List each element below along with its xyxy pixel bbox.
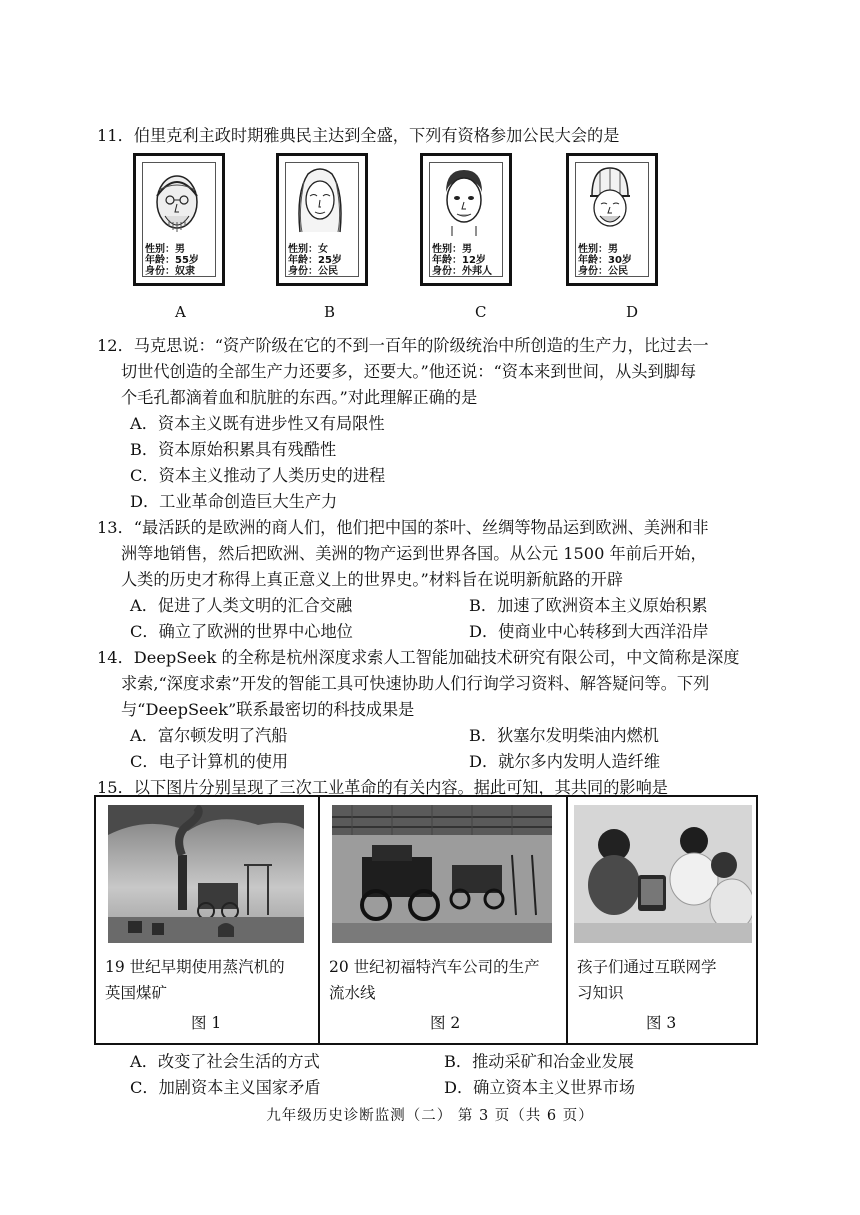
q14-line-1: 14．DeepSeek 的全称是杭州深度求索人工智能加础技术研究有限公司，中文简称是深度 xyxy=(97,648,740,667)
woman-portrait-icon xyxy=(290,162,350,240)
card-b-letter: B xyxy=(324,303,336,321)
q13-option-a: A．促进了人类文明的汇合交融 xyxy=(130,596,353,615)
card-c-status: 身份：外邦人 xyxy=(432,266,492,277)
q14-line-2: 求索,“深度求索”开发的智能工具可快速协助人们行询学习资料、解答疑问等。下列 xyxy=(121,674,710,693)
q13-option-b: B．加速了欧洲资本主义原始积累 xyxy=(469,596,708,615)
q13-line-3: 人类的历史才称得上真正意义上的世界史。”材料旨在说明新航路的开辟 xyxy=(121,570,623,589)
q13-line-2: 洲等地销售，然后把欧洲、美洲的物产运到世界各国。从公元 1500 年前后开始， xyxy=(121,544,707,563)
figure-cell-3 xyxy=(566,797,758,1043)
figure-card-d xyxy=(566,153,658,286)
card-a-letter: A xyxy=(175,303,186,321)
figure-card-a xyxy=(133,153,225,286)
card-c-age: 年龄：12岁 xyxy=(432,255,486,266)
figure-cell-2 xyxy=(318,797,568,1043)
helmeted-man-portrait-icon xyxy=(580,162,640,240)
figure-1-label: 图 1 xyxy=(191,1014,222,1032)
card-d-age: 年龄：30岁 xyxy=(578,255,632,266)
q12-line-2: 切世代创造的全部生产力还要多，还要大。”他还说：“资本来到世间，从头到脚每 xyxy=(121,362,697,381)
q15-option-d: D．确立资本主义世界市场 xyxy=(444,1078,636,1097)
figure-card-b xyxy=(276,153,368,286)
figure-table xyxy=(94,795,758,1045)
q14-option-d: D．就尔多内发明人造纤维 xyxy=(469,752,661,771)
q14-option-b: B．狄塞尔发明柴油内燃机 xyxy=(469,726,659,745)
figure-1-caption-line-1: 19 世纪早期使用蒸汽机的 xyxy=(105,958,285,976)
steam-coal-mine-image xyxy=(108,805,304,943)
card-b-age: 年龄：25岁 xyxy=(288,255,342,266)
figure-3-label: 图 3 xyxy=(646,1014,677,1032)
q14-line-3: 与“DeepSeek”联系最密切的科技成果是 xyxy=(121,700,415,719)
q11-stem: 11．伯里克利主政时期雅典民主达到全盛，下列有资格参加公民大会的是 xyxy=(97,126,620,145)
card-d-status: 身份：公民 xyxy=(578,266,628,277)
figure-cell-1 xyxy=(96,797,318,1043)
q12-option-b: B．资本原始积累具有残酷性 xyxy=(130,440,337,459)
figure-3-caption-line-2: 习知识 xyxy=(577,984,624,1002)
figure-2-caption-line-2: 流水线 xyxy=(329,984,376,1002)
q15-stem: 15．以下图片分别呈现了三次工业革命的有关内容。据此可知，其共同的影响是 xyxy=(97,778,668,797)
q14-option-c: C．电子计算机的使用 xyxy=(130,752,289,771)
q12-line-1: 12．马克思说：“资产阶级在它的不到一百年的阶级统治中所创造的生产力，比过去一 xyxy=(97,336,709,355)
old-man-portrait-icon xyxy=(147,162,207,240)
figure-1-caption-line-2: 英国煤矿 xyxy=(105,984,168,1002)
card-d-gender: 性别：男 xyxy=(578,244,618,255)
q12-option-c: C．资本主义推动了人类历史的进程 xyxy=(130,466,386,485)
card-a-status: 身份：奴隶 xyxy=(145,266,195,277)
card-a-gender: 性别：男 xyxy=(145,244,185,255)
q15-option-a: A．改变了社会生活的方式 xyxy=(130,1052,320,1071)
card-b-gender: 性别：女 xyxy=(288,244,328,255)
card-c-letter: C xyxy=(475,303,487,321)
page-footer: 九年级历史诊断监测（二） 第 3 页（共 6 页） xyxy=(266,1108,594,1124)
boy-portrait-icon xyxy=(434,162,494,240)
q13-option-c: C．确立了欧洲的世界中心地位 xyxy=(130,622,353,641)
figure-card-c xyxy=(420,153,512,286)
figure-2-caption-line-1: 20 世纪初福特汽车公司的生产 xyxy=(329,958,540,976)
q12-option-a: A．资本主义既有进步性又有局限性 xyxy=(130,414,385,433)
card-d-letter: D xyxy=(626,303,639,321)
q14-option-a: A．富尔顿发明了汽船 xyxy=(130,726,288,745)
children-learning-internet-image xyxy=(574,805,752,943)
figure-3-caption-line-1: 孩子们通过互联网学 xyxy=(577,958,717,976)
q13-option-d: D．使商业中心转移到大西洋沿岸 xyxy=(469,622,709,641)
q12-option-d: D．工业革命创造巨大生产力 xyxy=(130,492,338,511)
card-b-status: 身份：公民 xyxy=(288,266,338,277)
card-a-age: 年龄：55岁 xyxy=(145,255,199,266)
q15-option-c: C．加剧资本主义国家矛盾 xyxy=(130,1078,321,1097)
q15-option-b: B．推动采矿和冶金业发展 xyxy=(444,1052,634,1071)
q12-line-3: 个毛孔都滴着血和肮脏的东西。”对此理解正确的是 xyxy=(121,388,478,407)
ford-assembly-line-image xyxy=(332,805,552,943)
q13-line-1: 13．“最活跃的是欧洲的商人们，他们把中国的茶叶、丝绸等物品运到欧洲、美洲和非 xyxy=(97,518,709,537)
figure-2-label: 图 2 xyxy=(430,1014,461,1032)
card-c-gender: 性别：男 xyxy=(432,244,472,255)
